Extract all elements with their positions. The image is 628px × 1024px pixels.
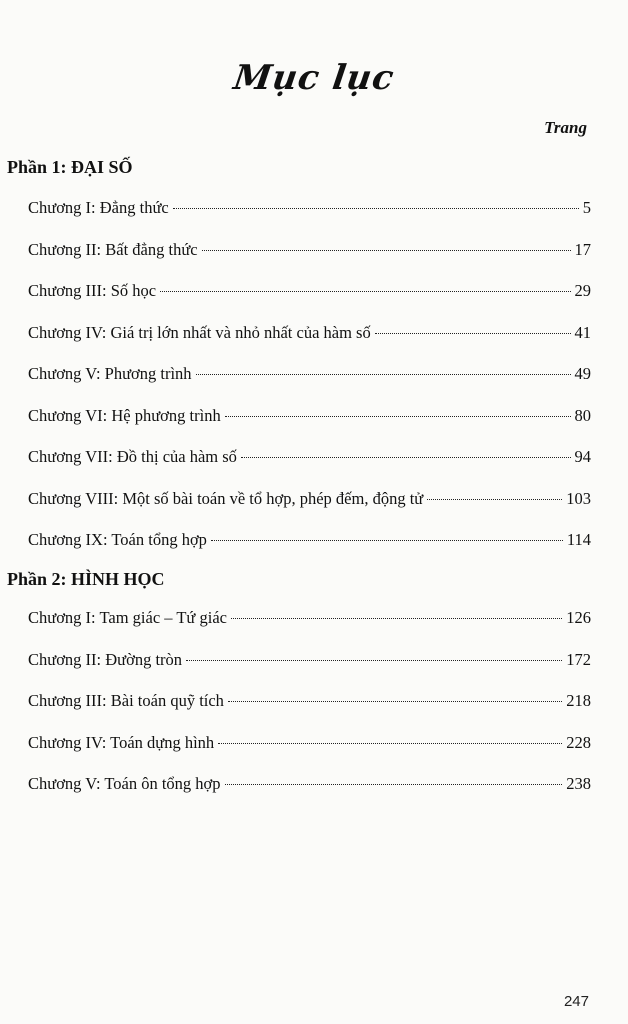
- dot-leader: [211, 540, 563, 541]
- toc-entry: [28, 364, 591, 406]
- dot-leader: [173, 208, 579, 209]
- part-1-chapter-list: [28, 198, 591, 572]
- chapter-page: 29: [574, 281, 591, 300]
- chapter-title: Chương VI: Hệ phương trình: [28, 405, 221, 425]
- chapter-page: 228: [566, 732, 591, 752]
- toc-entry: [28, 323, 591, 365]
- chapter-title: Chương I: Tam giác – Tứ giác: [28, 608, 227, 627]
- chapter-title: Chương VIII: Một số bài toán về tổ hợp, phép đếm, động tử: [28, 488, 424, 508]
- dot-leader: [241, 457, 571, 458]
- dot-leader: [228, 701, 562, 702]
- dot-leader: [160, 291, 570, 292]
- chapter-title: Chương IV: Toán dựng hình: [28, 732, 215, 752]
- chapter-page: 103: [566, 488, 591, 508]
- toc-entry: [28, 489, 591, 531]
- toc-entry: [28, 774, 591, 816]
- chapter-title: Chương VII: Đồ thị của hàm số: [28, 447, 237, 466]
- toc-title: Mục lục: [231, 58, 397, 98]
- dot-leader: [375, 333, 571, 334]
- dot-leader: [225, 784, 563, 785]
- chapter-page: 17: [574, 239, 591, 259]
- toc-entry: [28, 281, 591, 323]
- toc-entry: [28, 406, 591, 448]
- chapter-page: 41: [574, 322, 591, 342]
- chapter-page: 114: [566, 530, 591, 549]
- toc-entry: [28, 447, 591, 489]
- toc-entry: [28, 650, 591, 692]
- chapter-page: 5: [582, 198, 591, 217]
- chapter-page: 172: [566, 649, 591, 669]
- dot-leader: [231, 618, 562, 619]
- chapter-title: Chương II: Đường tròn: [28, 649, 183, 669]
- chapter-title: Chương III: Số học: [28, 281, 157, 300]
- chapter-title: Chương IV: Giá trị lớn nhất và nhỏ nhất của hàm số: [28, 322, 371, 342]
- dot-leader: [427, 499, 562, 500]
- chapter-title: Chương V: Toán ôn tổng hợp: [28, 774, 221, 793]
- toc-entry: [28, 608, 591, 650]
- toc-entry: [28, 240, 591, 282]
- chapter-title: Chương III: Bài toán quỹ tích: [28, 691, 224, 710]
- chapter-title: Chương V: Phương trình: [28, 364, 192, 383]
- dot-leader: [218, 743, 562, 744]
- dot-leader: [225, 416, 571, 417]
- part-1-heading: Phần 1: ĐẠI SỐ: [7, 157, 133, 177]
- chapter-title: Chương II: Bất đẳng thức: [28, 239, 198, 259]
- page-number: 247: [563, 993, 589, 1010]
- toc-entry: [28, 198, 591, 240]
- toc-entry: [28, 530, 591, 572]
- toc-entry: [28, 691, 591, 733]
- chapter-title: Chương I: Đẳng thức: [28, 198, 169, 217]
- dot-leader: [186, 660, 562, 661]
- chapter-page: 238: [566, 774, 591, 793]
- chapter-page: 49: [574, 364, 591, 383]
- page-column-header: Trang: [544, 118, 587, 137]
- chapter-page: 94: [574, 447, 591, 466]
- dot-leader: [202, 250, 571, 251]
- toc-entry: [28, 733, 591, 775]
- chapter-page: 80: [574, 405, 591, 425]
- chapter-page: 218: [566, 691, 591, 710]
- part-2-heading: Phần 2: HÌNH HỌC: [7, 569, 165, 589]
- chapter-page: 126: [566, 608, 591, 627]
- dot-leader: [196, 374, 571, 375]
- chapter-title: Chương IX: Toán tổng hợp: [28, 530, 207, 549]
- part-2-chapter-list: [28, 608, 591, 816]
